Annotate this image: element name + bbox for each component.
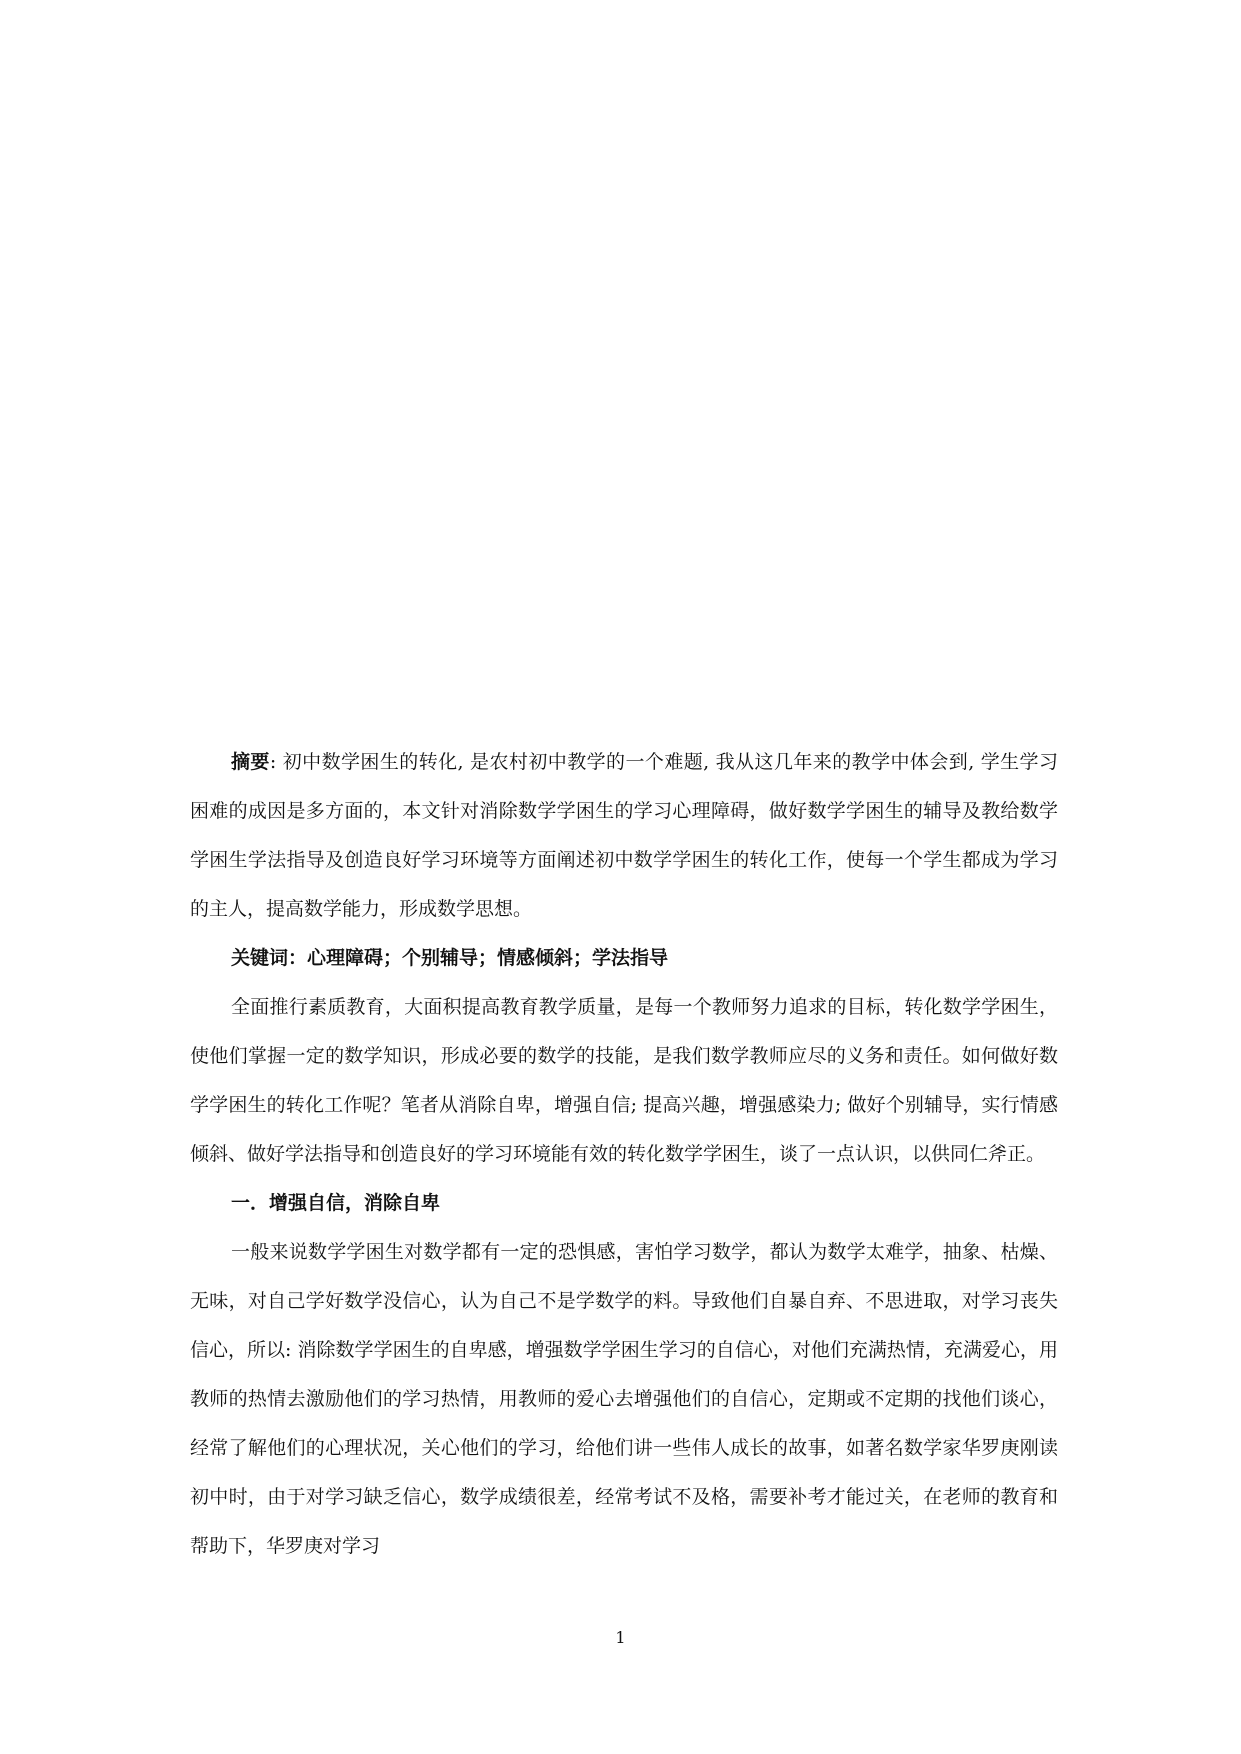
page-number: 1 [615,1628,626,1647]
abstract-paragraph [190,738,1058,934]
section-heading-1: 一．增强自信，消除自卑 [231,1192,441,1214]
page-content [190,738,1058,1571]
keywords-line: 关键词：心理障碍；个别辅导；情感倾斜；学法指导 [231,947,669,969]
abstract-text: : 初中数学困生的转化, 是农村初中教学的一个难题, 我从这几年来的教学中体会到, 学生学习困难的成因是多方面的，本文针对消除数学学困生的学习心理障碍，做好数学学困生的辅导及教给数学学困生学法指导及创造良好学习环境等方面阐述初中数学学困生的转化工作，使每一个学生都成为学习的主人，提高数学能力，形成数学思想。 [190,751,1058,920]
intro-paragraph: 全面推行素质教育，大面积提高教育教学质量，是每一个教师努力追求的目标，转化数学学困生，使他们掌握一定的数学知识，形成必要的数学的技能，是我们数学教师应尽的义务和责任。如何做好数学学困生的转化工作呢？笔者从消除自卑，增强自信; 提高兴趣，增强感染力; 做好个别辅导，实行情感倾斜、做好学法指导和创造良好的学习环境能有效的转化数学学困生，谈了一点认识，以供同仁斧正。 [190,996,1058,1165]
abstract-label: 摘要 [231,751,270,773]
section-1-body: 一般来说数学学困生对数学都有一定的恐惧感，害怕学习数学，都认为数学太难学，抽象、枯燥、无味，对自己学好数学没信心，认为自己不是学数学的料。导致他们自暴自弃、不思进取，对学习丧失信心，所以: 消除数学学困生的自卑感，增强数学学困生学习的自信心，对他们充满热情，充满爱心，用教师的热情去激励他们的学习热情，用教师的爱心去增强他们的自信心，定期或不定期的找他们谈心，经常了解他们的心理状况，关心他们的学习，给他们讲一些伟人成长的故事，如著名数学家华罗庚刚读初中时，由于对学习缺乏信心，数学成绩很差，经常考试不及格，需要补考才能过关，在老师的教育和帮助下，华罗庚对学习 [190,1241,1058,1557]
